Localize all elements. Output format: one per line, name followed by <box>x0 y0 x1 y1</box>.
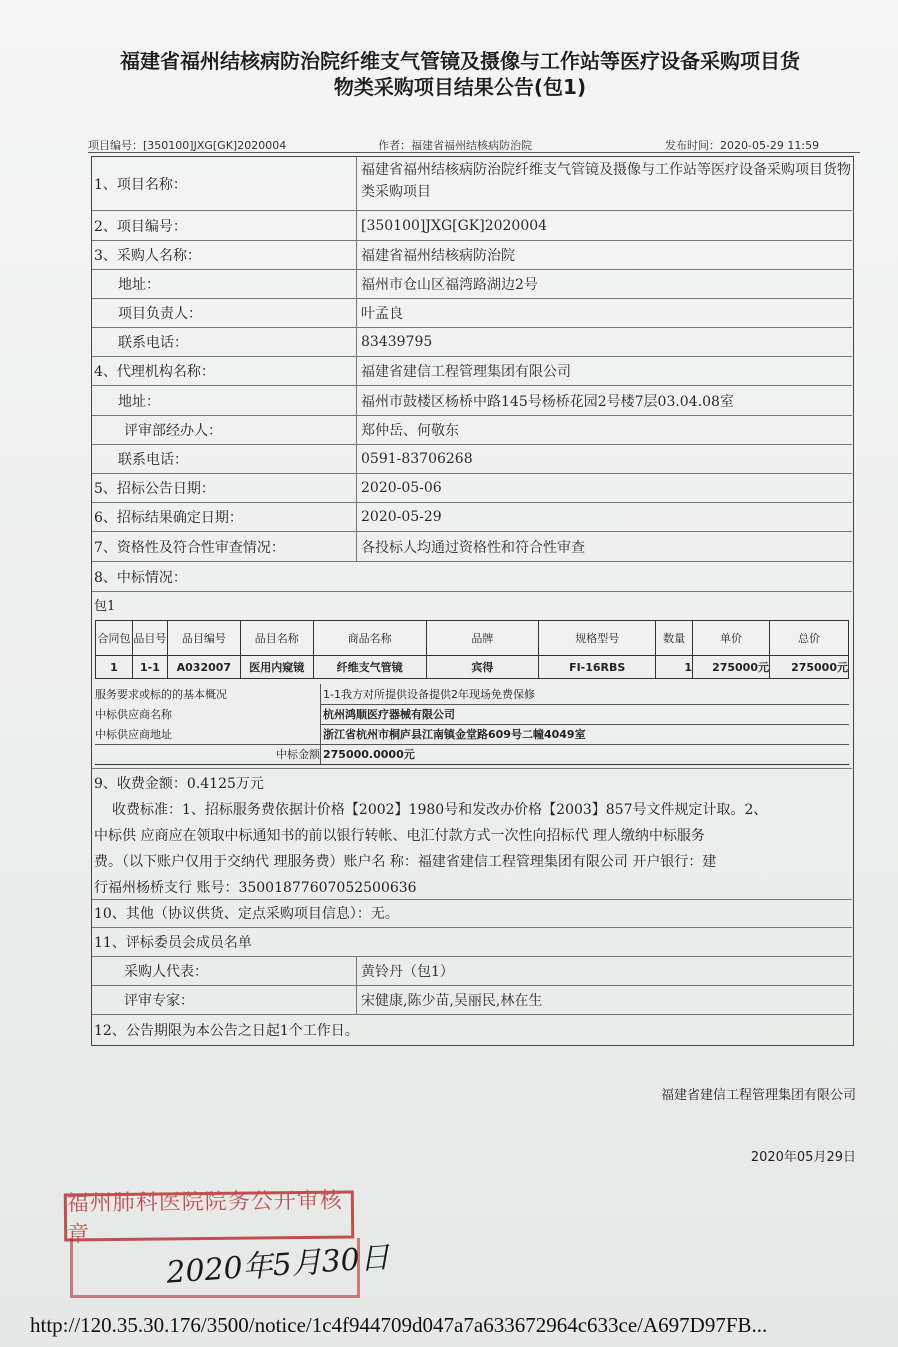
document-title <box>60 48 860 100</box>
th-product-name: 商品名称 <box>313 621 426 656</box>
label-purchaser-address: 地址： <box>92 270 357 298</box>
service-row <box>95 684 849 705</box>
value-project-manager: 叶孟良 <box>361 306 403 322</box>
row-result-date <box>92 503 852 532</box>
title-line-1: 福建省福州结核病防治院纤维支气管镜及摄像与工作站等医疗设备采购项目货 <box>120 49 800 73</box>
supplier-address-label: 中标供应商地址 <box>95 724 321 744</box>
project-number: 项目编号：[350100]JXG[GK]2020004 <box>88 139 287 152</box>
td-quantity: 1 <box>656 656 693 679</box>
label-agency-address: 地址： <box>92 386 357 415</box>
value-agency-name: 福建省建信工程管理集团有限公司 <box>361 364 571 380</box>
row-experts <box>92 986 852 1015</box>
label-other: 10、其他（协议供货、定点采购项目信息）：无。 <box>94 906 399 922</box>
supplier-row <box>95 704 849 725</box>
value-agency-phone: 0591-83706268 <box>361 451 473 467</box>
td-contract-package: 1 <box>96 656 133 679</box>
row-agency-name <box>92 357 852 386</box>
th-brand: 品牌 <box>426 621 539 656</box>
label-agency-phone: 联系电话： <box>92 445 357 473</box>
row-agency-phone <box>92 445 852 474</box>
row-purchaser-name <box>92 241 852 270</box>
row-bid-section <box>92 562 852 592</box>
supplier-label: 中标供应商名称 <box>95 704 321 724</box>
td-unit-price: 275000元 <box>693 656 770 679</box>
row-agency-address <box>92 386 852 416</box>
value-purchaser-phone: 83439795 <box>361 334 433 350</box>
td-item-no: 1-1 <box>132 656 167 679</box>
th-item-no: 品目号 <box>132 621 167 656</box>
th-quantity: 数量 <box>656 621 693 656</box>
label-project-manager: 项目负责人： <box>92 299 357 327</box>
label-bid-section: 8、中标情况： <box>94 569 187 586</box>
row-notice-period <box>92 1015 852 1044</box>
fee-standard-3: 费。（以下账户仅用于交纳代 理服务费）账户名 称：福建省建信工程管理集团有限公司 开户银行：建 <box>94 854 717 870</box>
label-notice-period: 12、公告期限为本公告之日起1个工作日。 <box>94 1022 359 1039</box>
service-value: 1-1我方对所提供设备提供2年现场免费保修 <box>323 688 535 701</box>
fee-block <box>92 771 853 901</box>
bid-section-divider <box>92 768 852 769</box>
th-item-name: 品目名称 <box>240 621 313 656</box>
service-label: 服务要求或标的的基本概况 <box>95 684 321 704</box>
th-item-code: 品目编号 <box>167 621 240 656</box>
label-experts: 评审专家： <box>92 986 357 1014</box>
row-purchaser-rep <box>92 957 852 986</box>
supplier-value: 杭州鸿顺医疗器械有限公司 <box>323 708 455 721</box>
label-result-date: 6、招标结果确定日期： <box>92 503 357 531</box>
label-purchaser-name: 3、采购人名称： <box>92 241 357 269</box>
row-purchaser-phone <box>92 328 852 357</box>
label-project-name: 1、项目名称： <box>92 157 357 210</box>
row-project-no <box>92 211 852 241</box>
label-purchaser-phone: 联系电话： <box>92 328 357 356</box>
th-model: 规格型号 <box>539 621 656 656</box>
row-tender-date <box>92 474 852 503</box>
supplier-address-value: 浙江省杭州市桐庐县江南镇金堂路609号二幢4049室 <box>323 728 586 741</box>
value-tender-date: 2020-05-06 <box>361 480 442 496</box>
footer-date: 2020年05月29日 <box>750 1150 856 1165</box>
row-other <box>92 899 852 928</box>
td-model: FI-16RBS <box>539 656 656 679</box>
value-project-name: 福建省福州结核病防治院纤维支气管镜及摄像与工作站等医疗设备采购项目货物类采购项目 <box>361 162 851 200</box>
meta-divider <box>88 152 860 153</box>
th-unit-price: 单价 <box>693 621 770 656</box>
package-label: 包1 <box>94 599 116 614</box>
row-committee-title <box>92 928 852 957</box>
review-stamp: 福州肺科医院院务公开审核章 <box>64 1190 354 1241</box>
value-purchaser-name: 福建省福州结核病防治院 <box>361 248 515 264</box>
fee-amount: 9、收费金额：0.4125万元 <box>94 776 264 792</box>
row-qualification <box>92 532 852 562</box>
bid-table <box>95 620 849 679</box>
fee-standard-1: 收费标准：1、招标服务费依据计价格【2002】1980号和发改办价格【2003】857号文件规定计取。2、 <box>112 802 768 818</box>
label-tender-date: 5、招标公告日期： <box>92 474 357 502</box>
value-experts: 宋健康,陈少苗,吴丽民,林在生 <box>361 993 543 1009</box>
label-agency-name: 4、代理机构名称： <box>92 357 357 385</box>
td-brand: 宾得 <box>426 656 539 679</box>
row-project-manager <box>92 299 852 328</box>
value-review-staff: 郑仲岳、何敬东 <box>361 423 459 439</box>
bid-table-header <box>96 621 849 656</box>
page-url: http://120.35.30.176/3500/notice/1c4f944709d047a7a633672964c633ce/A697D97FB... <box>30 1313 768 1337</box>
amount-row <box>95 744 849 765</box>
label-purchaser-rep: 采购人代表： <box>92 957 357 985</box>
announcement-table <box>91 156 854 1046</box>
row-review-staff <box>92 416 852 445</box>
table-row <box>96 656 849 679</box>
label-qualification: 7、资格性及符合性审查情况： <box>92 532 357 561</box>
value-purchaser-rep: 黄铃丹（包1） <box>361 964 454 980</box>
td-item-code: A032007 <box>167 656 240 679</box>
title-line-2: 物类采购项目结果公告(包1) <box>333 75 587 99</box>
value-agency-address: 福州市鼓楼区杨桥中路145号杨桥花园2号楼7层03.04.08室 <box>361 393 734 410</box>
fee-account: 行福州杨桥支行 账号：35001877607052500636 <box>94 880 417 896</box>
fee-standard-2: 中标供 应商应在领取中标通知书的前以银行转帐、电汇付款方式一次性向招标代 理人缴纳中标服务 <box>94 828 705 844</box>
amount-value: 275000.0000元 <box>323 748 415 761</box>
label-review-staff: 评审部经办人： <box>92 416 357 444</box>
row-project-name <box>92 157 852 211</box>
value-purchaser-address: 福州市仓山区福湾路湖边2号 <box>361 277 538 293</box>
td-item-name: 医用内窥镜 <box>240 656 313 679</box>
supplier-address-row <box>95 724 849 745</box>
value-project-no: [350100]JXG[GK]2020004 <box>361 217 548 234</box>
label-project-no: 2、项目编号： <box>92 211 357 240</box>
publish-time: 发布时间：2020-05-29 11:59 <box>665 139 820 152</box>
th-total-price: 总价 <box>770 621 849 656</box>
value-qualification: 各投标人均通过资格性和符合性审查 <box>361 539 585 556</box>
footer-organization: 福建省建信工程管理集团有限公司 <box>660 1088 856 1103</box>
author: 作者：福建省福州结核病防治院 <box>378 139 532 152</box>
value-result-date: 2020-05-29 <box>361 509 442 525</box>
label-committee: 11、评标委员会成员名单 <box>94 935 252 951</box>
amount-label: 中标金额 <box>95 744 321 764</box>
th-contract-package: 合同包 <box>96 621 133 656</box>
row-purchaser-address <box>92 270 852 299</box>
td-total-price: 275000元 <box>770 656 849 679</box>
handwritten-date: 2020年5月30日 <box>165 1240 391 1291</box>
td-product-name: 纤维支气管镜 <box>313 656 426 679</box>
